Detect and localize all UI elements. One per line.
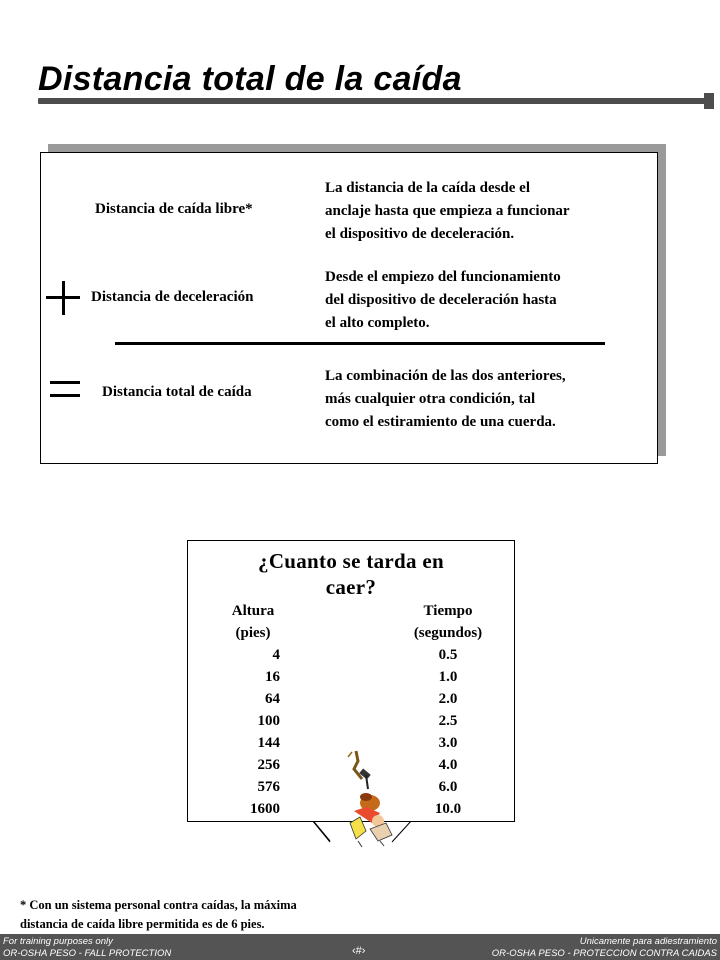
time-cell: 3.0 (438, 735, 458, 751)
height-cell: 16 (265, 669, 280, 685)
free-fall-label: Distancia de caída libre* (95, 201, 253, 217)
time-column-header: Tiempo (423, 603, 473, 619)
footer-left-line1: For training purposes only (3, 936, 113, 947)
footnote (20, 896, 380, 934)
deceleration-description (325, 266, 655, 335)
desc-line: como el estiramiento de una cuerda. (325, 414, 556, 430)
fall-time-question: ¿Cuanto se tarda en (258, 549, 444, 573)
footnote-line: distancia de caída libre permitida es de 6 pies. (20, 917, 265, 931)
title-underline (38, 98, 708, 104)
page-title: Distancia total de la caída (38, 60, 462, 98)
equals-sign-icon (50, 381, 80, 384)
fall-time-question-cont: caer? (325, 575, 377, 599)
desc-line: el dispositivo de deceleración. (325, 226, 515, 242)
height-cell: 256 (257, 757, 280, 773)
height-cell: 100 (257, 713, 280, 729)
sum-line (115, 342, 605, 345)
time-cell: 0.5 (438, 647, 458, 663)
desc-line: La distancia de la caída desde el (325, 180, 531, 196)
time-cell: 6.0 (438, 779, 458, 795)
falling-worker-icon (336, 749, 400, 849)
time-cell: 10.0 (434, 801, 462, 817)
height-cell: 1600 (250, 801, 280, 817)
desc-line: anclaje hasta que empieza a funcionar (325, 203, 570, 219)
height-column-unit: (pies) (235, 625, 271, 641)
footer-left-line2: OR-OSHA PESO - FALL PROTECTION (3, 948, 172, 959)
plus-sign-icon (62, 281, 65, 315)
total-fall-label: Distancia total de caída (102, 384, 252, 400)
page-number: ‹#› (352, 945, 366, 957)
free-fall-description (325, 177, 655, 246)
desc-line: el alto completo. (325, 315, 430, 331)
height-cell: 64 (265, 691, 280, 707)
height-cell: 4 (272, 647, 280, 663)
total-fall-description (325, 365, 655, 434)
desc-line: más cualquier otra condición, tal (325, 391, 536, 407)
time-cell: 2.0 (438, 691, 458, 707)
fall-time-callout (187, 540, 515, 822)
footnote-line: * Con un sistema personal contra caídas, la máxima (20, 898, 297, 912)
footer-bar (0, 934, 720, 960)
time-cell: 1.0 (438, 669, 458, 685)
equals-sign-icon (50, 394, 80, 397)
time-cell: 2.5 (438, 713, 458, 729)
deceleration-label: Distancia de deceleración (91, 289, 254, 305)
fall-distance-box (40, 152, 658, 464)
title-underline-cap (704, 93, 714, 109)
time-column-unit: (segundos) (413, 625, 483, 641)
desc-line: del dispositivo de deceleración hasta (325, 292, 557, 308)
height-column-header: Altura (231, 603, 275, 619)
height-cell: 576 (257, 779, 280, 795)
height-cell: 144 (257, 735, 280, 751)
footer-right-line1: Unicamente para adiestramiento (579, 936, 717, 947)
desc-line: Desde el empiezo del funcionamiento (325, 269, 561, 285)
desc-line: La combinación de las dos anteriores, (325, 368, 566, 384)
time-cell: 4.0 (438, 757, 458, 773)
footer-right-line2: OR-OSHA PESO - PROTECCION CONTRA CAIDAS (491, 948, 717, 959)
